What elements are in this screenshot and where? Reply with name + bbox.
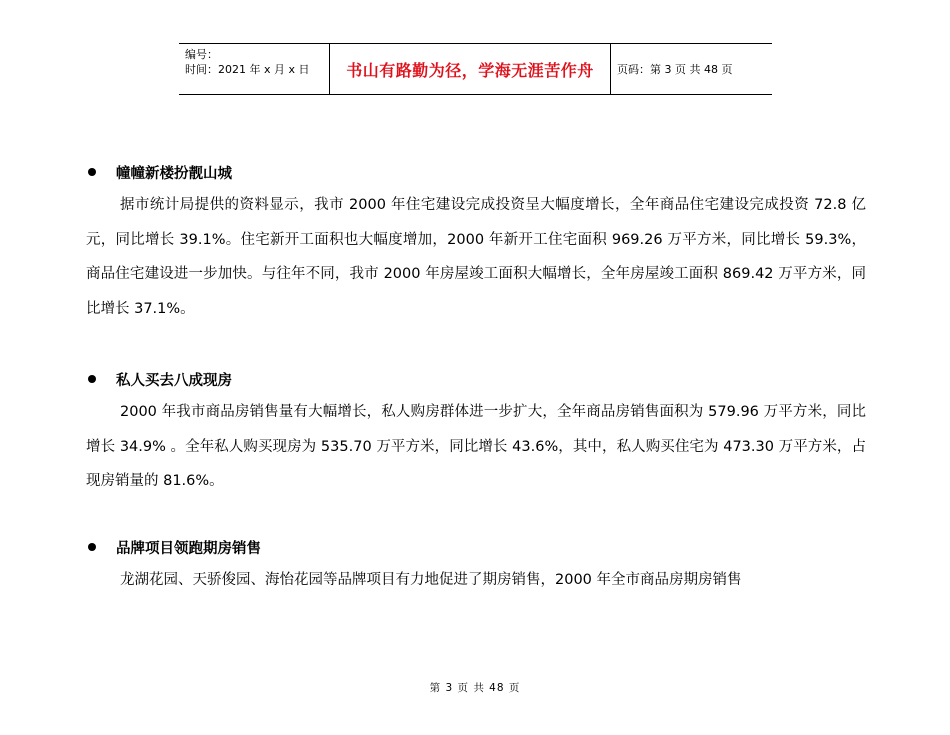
header-motto: 书山有路勤为径，学海无涯苦作舟 <box>330 44 611 94</box>
section-paragraph: 龙湖花园、天骄俊园、海怡花园等品牌项目有力地促进了期房销售，2000 年全市商品房期房销售 <box>120 572 742 588</box>
page-header <box>179 43 772 95</box>
section-2 <box>86 367 866 499</box>
section-1 <box>86 160 866 326</box>
section-heading <box>86 160 866 184</box>
section-paragraph: 据市统计局提供的资料显示，我市 2000 年住宅建设完成投资呈大幅度增长，全年商品住宅建设完成投资 72.8 亿元，同比增长 39.1%。住宅新开工面积也大幅度增加，2000 年新开工住宅面积 969.26 万平方米，同比增长 59.3%，商品住宅建设进一步加快。与往年不同，我市 2000 年房屋竣工面积大幅增长，全年房屋竣工面积 869.42 万平方米，同比增长 37.1%。 <box>86 197 866 317</box>
header-page-info: 页码：第 3 页 共 48 页 <box>617 63 733 76</box>
section-title-text: 品牌项目领跑期房销售 <box>116 540 261 557</box>
section-heading <box>86 367 866 391</box>
section-3 <box>86 535 866 598</box>
header-number-label: 编号： <box>185 48 218 61</box>
bullet-icon <box>88 375 96 383</box>
section-title-text: 私人买去八成现房 <box>116 372 232 389</box>
section-heading <box>86 535 866 559</box>
document-body <box>86 160 866 588</box>
bullet-icon <box>88 168 96 176</box>
section-paragraph: 2000 年我市商品房销售量有大幅增长，私人购房群体进一步扩大，全年商品房销售面积为 579.96 万平方米，同比增长 34.9% 。全年私人购买现房为 535.70 万平方米，同比增长 43.6%，其中，私人购买住宅为 473.30 万平方米，占现房销量的 81.6%。 <box>86 404 866 489</box>
header-meta <box>179 44 330 94</box>
header-time-label: 时间：2021 年 x 月 x 日 <box>185 63 310 76</box>
section-title-text: 幢幢新楼扮靓山城 <box>116 165 232 182</box>
bullet-icon <box>88 543 96 551</box>
page-footer: 第 3 页 共 48 页 <box>429 682 521 694</box>
